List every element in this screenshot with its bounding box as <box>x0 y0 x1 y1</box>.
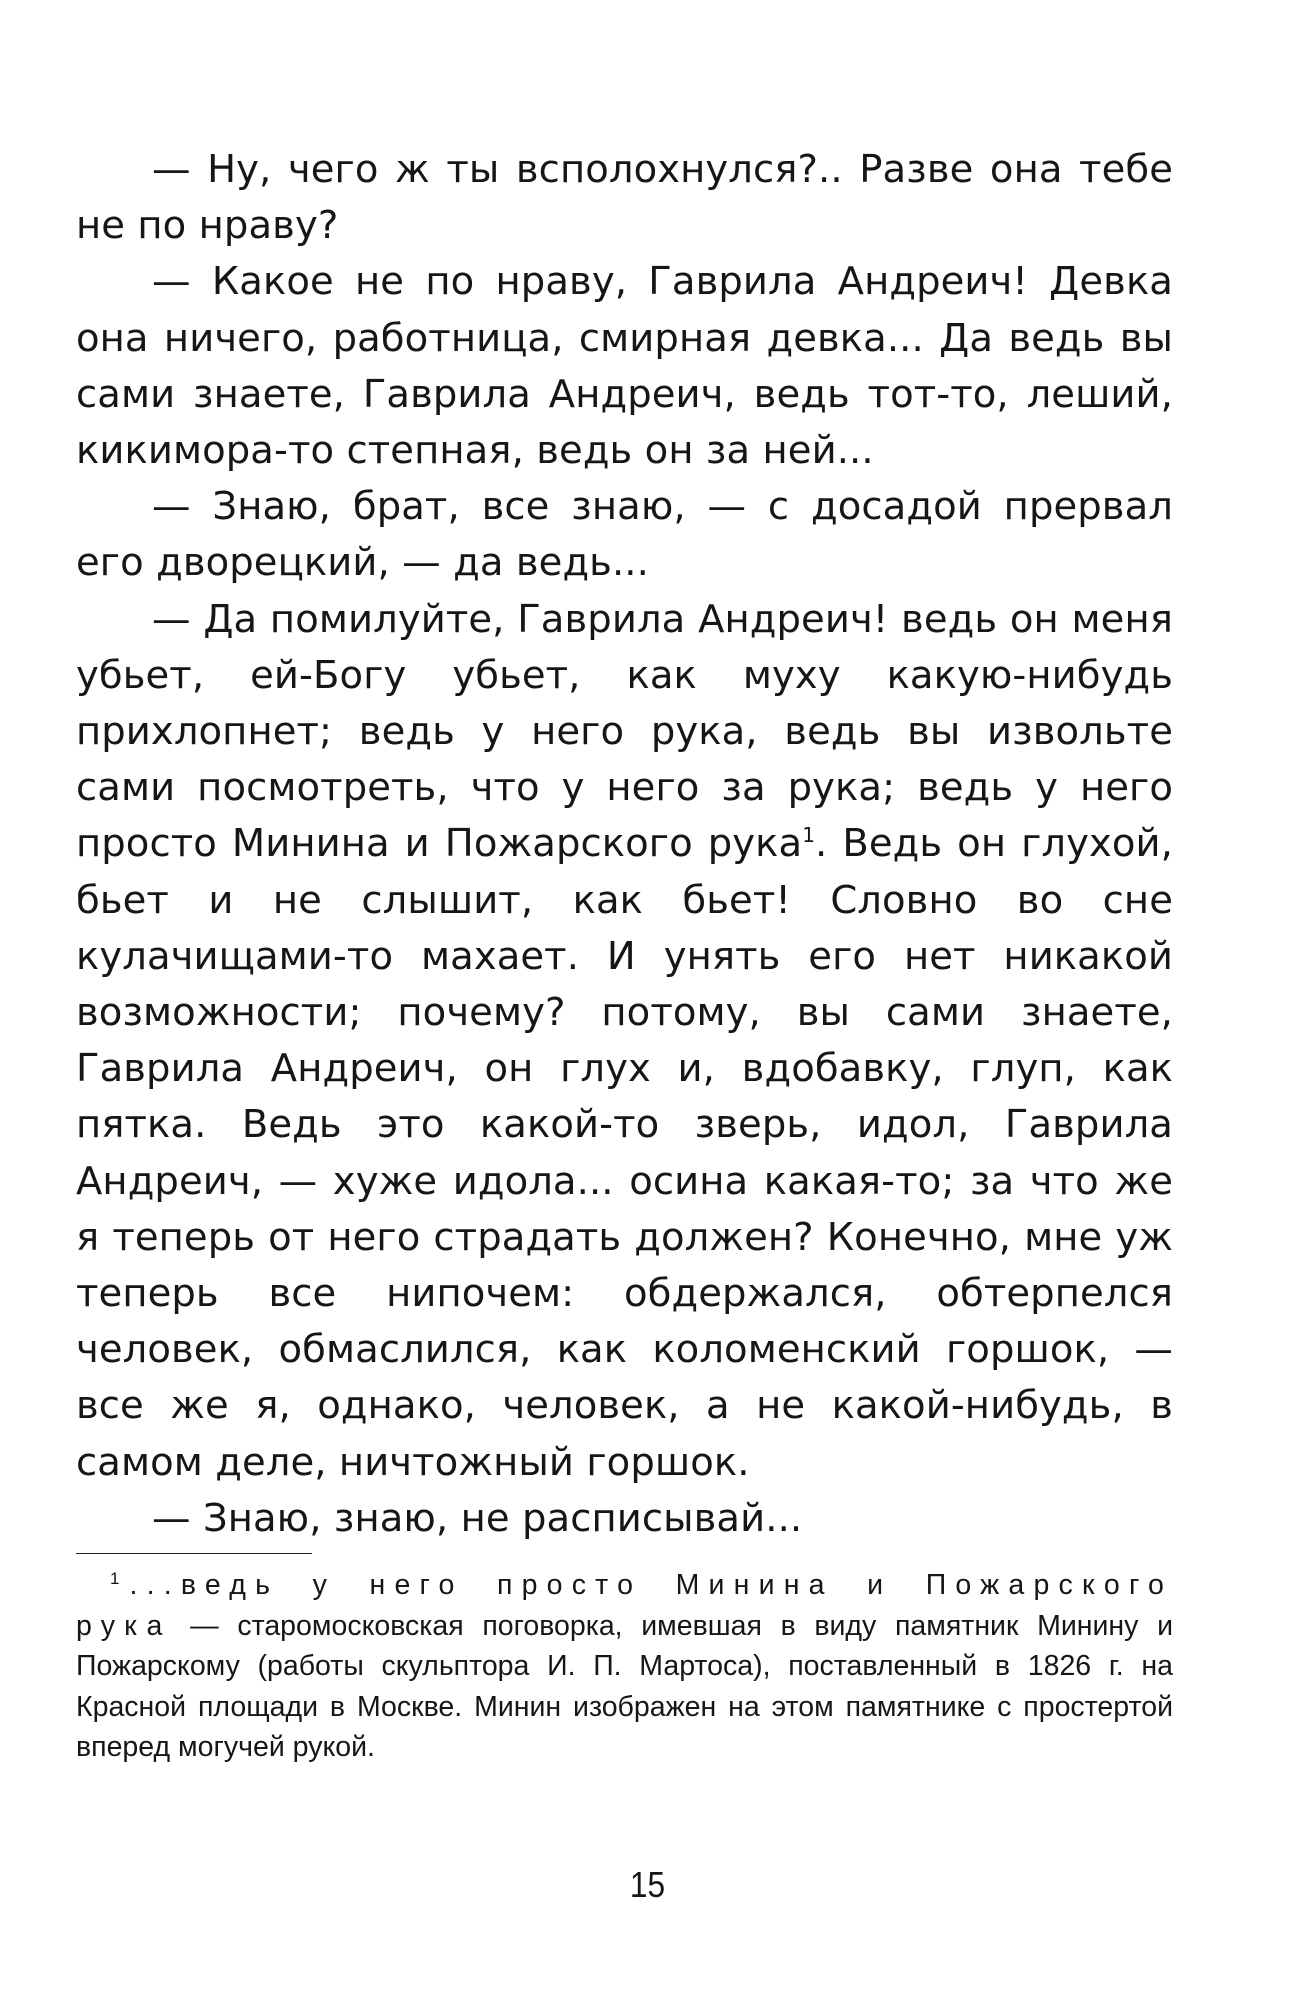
footnotes <box>76 1565 1173 1768</box>
footnote-divider <box>76 1553 312 1554</box>
paragraph-5: — Знаю, знаю, не расписывай... <box>152 1495 803 1541</box>
paragraph-4-text: — Да помилуйте, Гаврила Андреич! ведь он меня убьет, ей-Богу убьет, как муху какую-нибудь прихлопнет; ведь у него рука, ведь вы извольте сами посмотреть, что у него за рука; ведь у него просто Минина и Пожарского рука <box>76 596 1173 867</box>
paragraph-2: — Какое не по нраву, Гаврила Андреич! Девка она ничего, работница, смирная девка... Да ведь вы сами знаете, Гаврила Андреич, ведь тот-то, леший, кикимора-то степная, ведь он за ней... <box>76 259 1173 474</box>
footnote-reference[interactable]: 1 <box>802 823 816 848</box>
footnote-1 <box>76 1565 1173 1768</box>
footnote-quote: ...ведь у него просто Минина и Пожарского рука <box>76 1569 1173 1642</box>
footnote-mark: 1 <box>110 1568 120 1588</box>
page-number: 15 <box>629 1864 666 1905</box>
paragraph-4 <box>76 592 1173 1491</box>
paragraph-1: — Ну, чего ж ты всполохнулся?.. Разве она тебе не по нраву? <box>76 147 1173 249</box>
main-text <box>76 142 1173 1547</box>
paragraph-4-continuation: . Ведь он глухой, бьет и не слышит, как бьет! Словно во сне кулачищами-то махает. И унять его нет никакой возможности; почему? потому, вы сами знаете, Гаврила Андреич, он глух и, вдобавку, глуп, как пятка. Ведь это какой-то зверь, идол, Гаврила Андреич, — хуже идола... осина какая-то; за что же я теперь от него страдать должен? Конечно, мне уж теперь все нипочем: обдержался, обтерпелся человек, обмаслился, как коломенский горшок, — все же я, однако, человек, а не какой-нибудь, в самом деле, ничтожный горшок. <box>76 821 1173 1485</box>
paragraph-3: — Знаю, брат, все знаю, — с досадой прервал его дворецкий, — да ведь... <box>76 484 1173 586</box>
footnote-text: — старомосковская поговорка, имевшая в виду памятник Минину и Пожарскому (работы скульптора И. П. Мартоса), поставленный в 1826 г. на Красной площади в Москве. Минин изображен на этом памятнике с простертой вперед могучей рукой. <box>76 1609 1173 1764</box>
